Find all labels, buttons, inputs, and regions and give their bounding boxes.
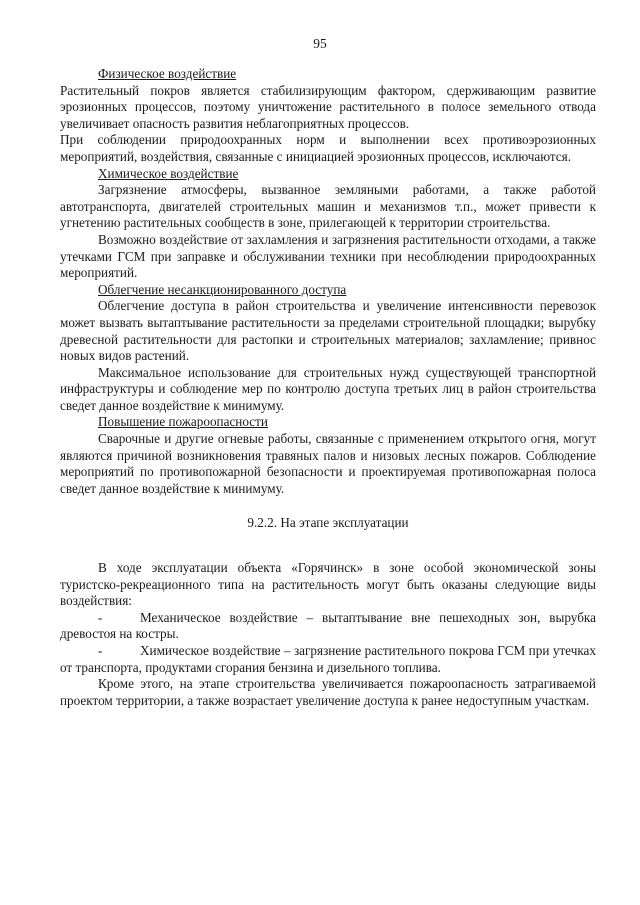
- paragraph: Загрязнение атмосферы, вызванное земляными работами, а также работой автотранспорта, двигателей строительных машин и механизмов т.п., может привести к угнетению растительных сообществ в зоне, прилегающей к территории строительства.: [60, 182, 596, 231]
- subsection-title: 9.2.2. На этапе эксплуатации: [247, 515, 409, 531]
- paragraph: Растительный покров является стабилизирующим фактором, сдерживающим развитие эрозионных процессов, поэтому уничтожение растительного в полосе земельного отвода увеличивает опасность развития неблагоприятных процессов.: [60, 82, 596, 131]
- section-heading: Облегчение несанкционированного доступа: [98, 281, 347, 297]
- list-marker: -: [98, 609, 103, 625]
- list-item-text: Механическое воздействие – вытаптывание вне пешеходных зон, вырубка древостоя на костры.: [60, 609, 596, 642]
- list-item: [60, 610, 596, 643]
- page-content: [60, 66, 596, 709]
- section-heading: Повышение пожароопасности: [98, 414, 268, 430]
- paragraph: Облегчение доступа в район строительства и увеличение интенсивности перевозок может вызвать вытаптывание растительности за пределами строительной площадки; вырубку древесной растительности для растопки и строительных материалов; захламление; привнос новых видов растений.: [60, 298, 596, 364]
- paragraph: Сварочные и другие огневые работы, связанные с применением открытого огня, могут являются причиной возникновения травяных палов и низовых лесных пожаров. Соблюдение мероприятий по противопожарной безопасности и проектируемая противопожарная полоса сведет данное воздействие к минимуму.: [60, 431, 596, 496]
- intro-paragraph: В ходе эксплуатации объекта «Горячинск» в зоне особой экономической зоны туристско-рекреационного типа на растительность могут быть оказаны следующие виды воздействия:: [60, 560, 596, 609]
- paragraph: При соблюдении природоохранных норм и выполнении всех противоэрозионных мероприятий, воздействия, связанные с инициацией эрозионных процессов, исключаются.: [60, 132, 596, 164]
- list-item-text: Химическое воздействие – загрязнение растительного покрова ГСМ при утечках от транспорта, продуктами сгорания бензина и дизельного топлива.: [60, 643, 596, 675]
- paragraph: Максимальное использование для строительных нужд существующей транспортной инфраструктуры и соблюдение мер по контролю доступа третьих лиц в район строительства сведет данное воздействие к минимуму.: [60, 364, 596, 413]
- list-marker: -: [98, 643, 103, 658]
- section-heading: Химическое воздействие: [98, 165, 239, 181]
- closing-paragraph: Кроме этого, на этапе строительства увеличивается пожароопасность затрагиваемой проектом территории, а также возрастает увеличение доступа к ранее недоступным участкам.: [60, 676, 596, 708]
- paragraph: Возможно воздействие от захламления и загрязнения растительности отходами, а также утечками ГСМ при заправке и обслуживании техники при несоблюдении природоохранных мероприятий.: [60, 231, 596, 281]
- section-heading: Физическое воздействие: [98, 66, 237, 81]
- list-item: [60, 643, 596, 676]
- page-number: 95: [313, 36, 327, 51]
